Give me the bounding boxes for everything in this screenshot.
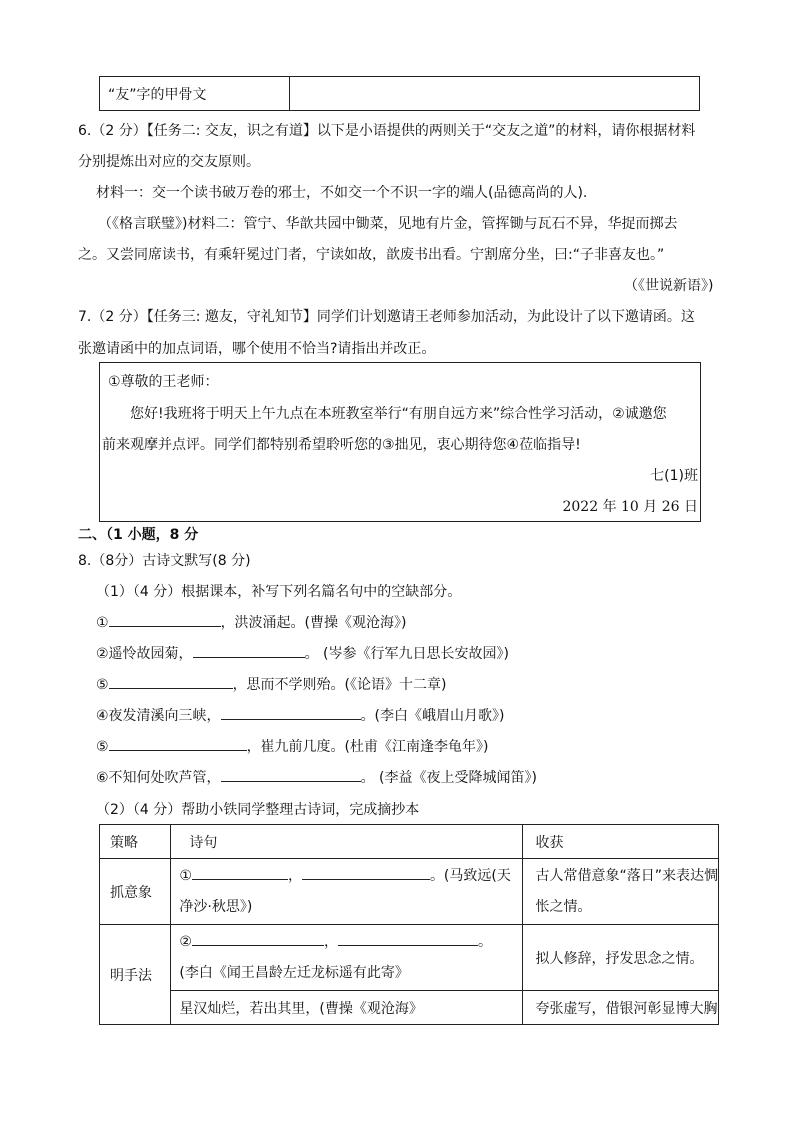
item-1-prefix: ① <box>96 615 109 631</box>
row2-gain <box>523 925 719 991</box>
item-4-prefix: ④夜发清溪向三峡， <box>96 708 221 724</box>
row1-blank-2[interactable] <box>302 865 430 880</box>
item-3-rest: ，思而不学则殆。(《论语》十二章) <box>232 677 447 693</box>
row1-line2: 净沙·秋思》) <box>179 898 253 915</box>
row1-strategy-text: 抓意象 <box>110 884 152 901</box>
item-6-prefix: ⑥不知何处吹芦管， <box>96 770 221 786</box>
gain-header-text: 收获 <box>535 834 564 851</box>
q6-line3: 材料一：交一个读书破万卷的邪士，不如交一个不识一字的端人(品德高尚的人). <box>96 185 588 201</box>
item-2-blank[interactable] <box>193 643 305 658</box>
item-6-rest: 。 (李益《夜上受降城闻笛》) <box>360 770 537 786</box>
letter-body-2: 前来观摩并点评。同学们都特别希望聆听您的③拙见，衷心期待您④莅临指导! <box>102 437 581 453</box>
letter-body-1: 您好!我班将于明天上午九点在本班教室举行“有朋自远方来”综合性学习活动，②诚邀您 <box>130 406 667 422</box>
item-4-blank[interactable] <box>221 705 361 720</box>
q6-line1: 6.（2 分）【任务二: 交友，识之有道】以下是小语提供的两则关于“交友之道”的材料，请你根据材料 <box>78 123 696 139</box>
top-table-label <box>100 77 290 111</box>
row2-prefix: ② <box>179 933 192 950</box>
col-strategy-header <box>100 825 171 859</box>
row2-gain-text: 拟人修辞，抒发思念之情。 <box>535 950 704 967</box>
q7-line1: 7.（2 分）【任务三: 邀友，守礼知节】同学们计划邀请王老师参加活动，为此设计了以下邀请函。这 <box>78 309 695 325</box>
q8-item-1 <box>96 612 407 632</box>
section2-heading: 二、（1 小题，8 分 <box>78 527 199 543</box>
q6-line5: 之。又尝同席读书，有乘轩冕过门者，宁读如故，歆废书出看。宁割席分坐，曰:“子非喜友也。” <box>78 247 665 263</box>
row2-poem <box>171 925 523 991</box>
row1-poem <box>171 859 523 925</box>
row2-blank-1[interactable] <box>192 931 324 946</box>
q8-item-2 <box>96 643 509 663</box>
row2-blank-2[interactable] <box>338 931 478 946</box>
top-table-value <box>290 77 700 111</box>
row1-prefix: ① <box>179 867 192 884</box>
q8-part1-intro: （1）（4 分）根据课本，补写下列名篇名句中的空缺部分。 <box>96 584 462 600</box>
item-5-blank[interactable] <box>109 736 247 751</box>
strategy-header-text: 策略 <box>110 834 138 851</box>
row1-gain-line2: 怅之情。 <box>535 898 592 915</box>
row1-suffix: 。(马致远(天 <box>429 867 511 884</box>
row3-poem-text: 星汉灿烂，若出其里，(曹操《观沧海》 <box>179 1000 423 1017</box>
item-1-blank[interactable] <box>109 612 221 627</box>
poem-header-text: 诗句 <box>189 834 218 851</box>
q6-line2: 分别提炼出对应的交友原则。 <box>78 154 260 170</box>
top-table <box>99 76 700 111</box>
invitation-letter <box>99 362 701 522</box>
q8-item-4 <box>96 705 505 725</box>
row1-sep: ， <box>287 867 302 884</box>
q8-item-3 <box>96 674 447 694</box>
q7-line2: 张邀请函中的加点词语，哪个使用不恰当?请指出并改正。 <box>78 341 436 357</box>
poetry-table <box>99 824 719 1025</box>
item-2-prefix: ②遥怜故园菊， <box>96 646 193 662</box>
row2-line2: (李白《闻王昌龄左迁龙标遥有此寄》 <box>179 964 409 981</box>
row1-strategy <box>100 859 171 925</box>
q8-part2-intro: （2）（4 分）帮助小铁同学整理古诗词，完成摘抄本 <box>96 802 420 818</box>
col-gain-header <box>523 825 719 859</box>
letter-date: 2022 年 10 月 26 日 <box>562 499 698 515</box>
q6-line4: （《格言联璧》)材料二：管宁、华歆共园中锄菜，见地有片金，管挥锄与瓦石不异，华捉而掷去 <box>98 216 678 232</box>
item-6-blank[interactable] <box>221 767 361 782</box>
q6-line6: （《世说新语》) <box>624 278 714 294</box>
item-1-rest: ，洪波涌起。(曹操《观沧海》) <box>220 615 407 631</box>
row3-gain <box>523 991 719 1025</box>
row3-gain-text: 夸张虚写，借银河彰显博大胸 <box>535 1000 718 1017</box>
row2-sep: ， <box>323 933 338 950</box>
item-2-rest: 。 (岑参《行军九日思长安故园》) <box>304 646 509 662</box>
top-table-label-text: “友”字的甲骨文 <box>108 86 207 103</box>
row1-blank-1[interactable] <box>192 865 288 880</box>
item-3-blank[interactable] <box>109 674 233 689</box>
item-5-rest: ，崔九前几度。(杜甫《江南逢李龟年》) <box>246 739 489 755</box>
q8-title: 8.（8分）古诗文默写(8 分) <box>78 553 251 569</box>
row2-strategy <box>100 925 171 1025</box>
row2-strategy-text: 明手法 <box>110 967 152 984</box>
row1-gain-line1: 古人常借意象“落日”来表达惆 <box>535 867 718 884</box>
item-5-prefix: ⑤ <box>96 739 109 755</box>
row3-poem <box>171 991 523 1025</box>
q8-item-5 <box>96 736 489 756</box>
col-poem-header <box>171 825 523 859</box>
q8-item-6 <box>96 767 537 787</box>
letter-greeting: ①尊敬的王老师： <box>108 374 219 390</box>
row1-gain <box>523 859 719 925</box>
item-3-prefix: ⑤ <box>96 677 109 693</box>
row2-suffix: 。 <box>477 933 492 950</box>
letter-signature: 七(1)班 <box>650 468 698 484</box>
item-4-rest: 。(李白《峨眉山月歌》) <box>360 708 505 724</box>
